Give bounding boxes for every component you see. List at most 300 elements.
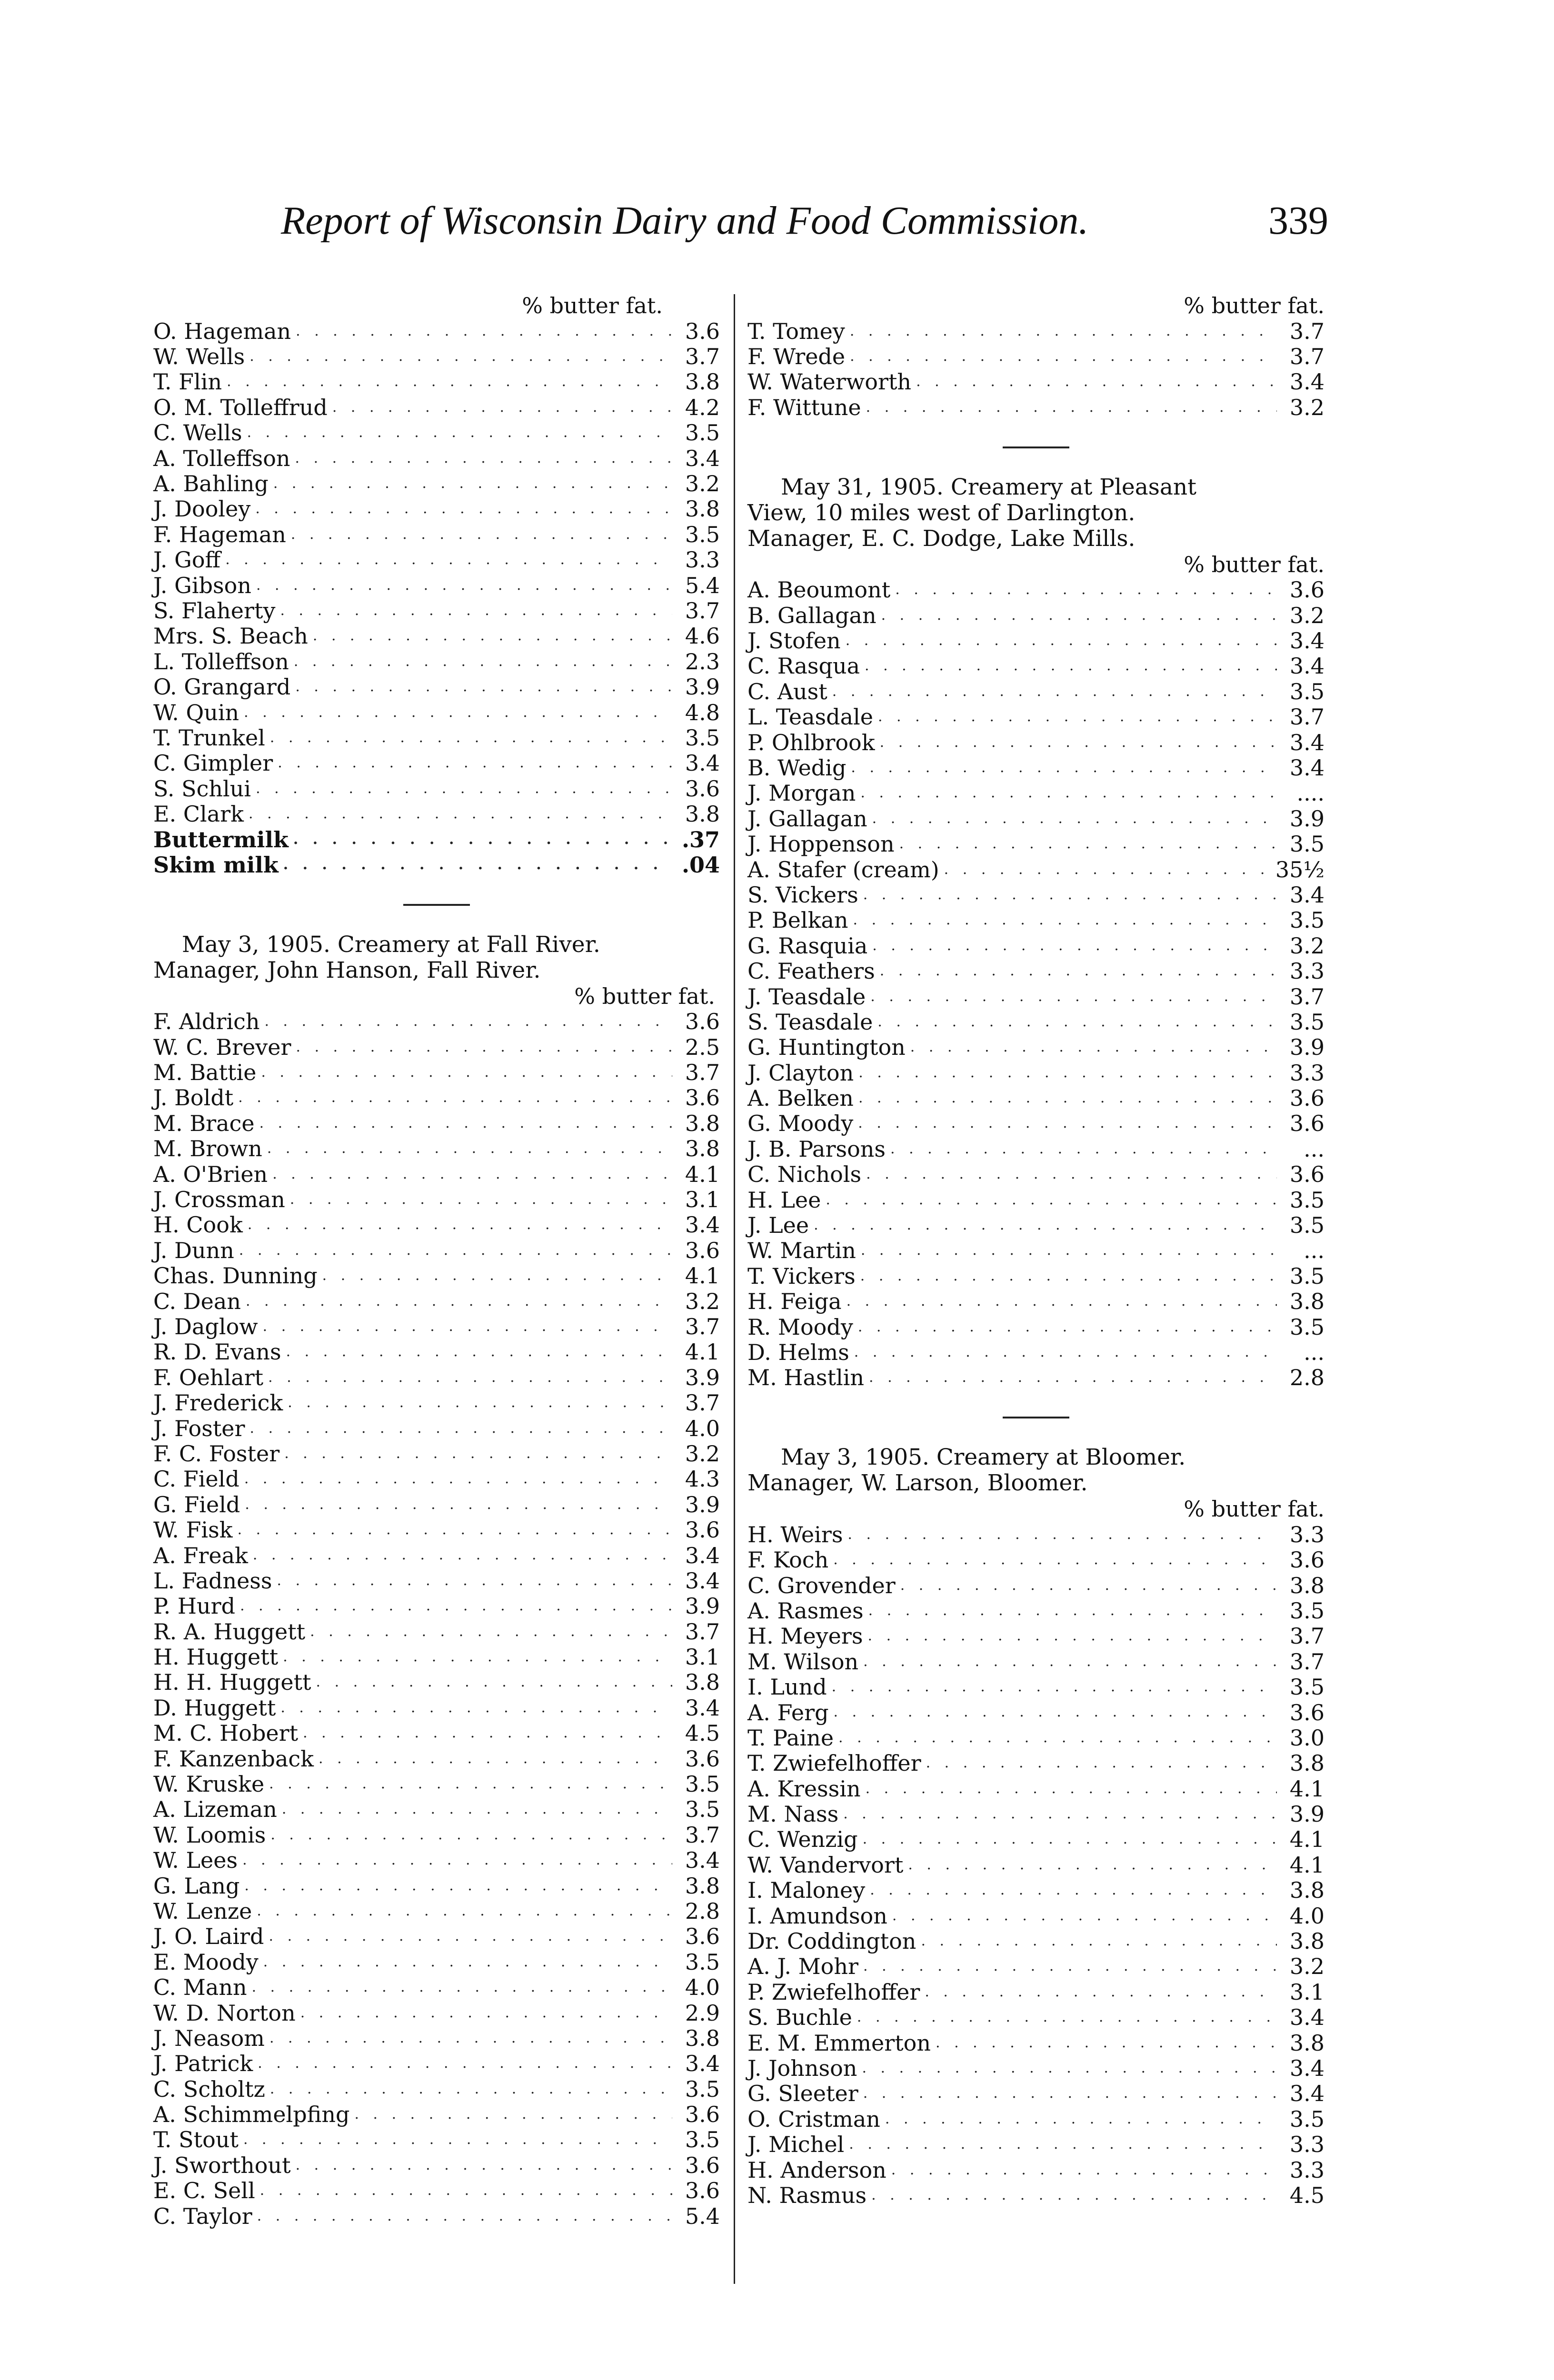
leader-dots [832, 684, 1277, 699]
leader-dots [860, 786, 1277, 800]
leader-dots [273, 476, 672, 491]
patron-name: G. Sleeter [747, 2081, 858, 2107]
butter-fat-value: 3.6 [1289, 1085, 1325, 1111]
table-row [153, 420, 720, 446]
table-row [747, 1954, 1325, 1979]
table-row [153, 1339, 720, 1365]
butter-fat-value: 4.2 [685, 394, 720, 420]
butter-fat-value: 3.9 [685, 1593, 720, 1619]
leader-dots [890, 1142, 1277, 1156]
table-row [747, 2055, 1325, 2081]
table-row [747, 577, 1325, 603]
butter-fat-value: 3.3 [1289, 1060, 1325, 1086]
patron-name: J. Teasdale [747, 983, 866, 1010]
butter-fat-value: 3.5 [1289, 1009, 1325, 1035]
butter-fat-value: 3.9 [685, 1491, 720, 1517]
butter-fat-value: 3.2 [1289, 394, 1325, 420]
table-row [153, 649, 720, 674]
patron-name: A. Ferg [747, 1699, 829, 1726]
patron-name: T. Paine [747, 1725, 834, 1751]
butter-fat-value: 3.5 [1289, 1263, 1325, 1289]
patron-name: H. Huggett [153, 1644, 279, 1670]
patron-name: O. M. Tolleffrud [153, 394, 328, 420]
patron-name: A. Freak [153, 1542, 248, 1568]
butter-fat-value: 3.6 [685, 775, 720, 802]
leader-dots [270, 1828, 672, 1842]
patron-name: L. Fadness [153, 1567, 272, 1594]
butter-fat-value: 3.4 [685, 445, 720, 471]
patron-name: J. Michel [747, 2132, 845, 2158]
table-row [153, 1517, 720, 1542]
leader-dots [249, 807, 672, 821]
section-intro [747, 1445, 1325, 1496]
patron-name: E. M. Emmerton [747, 2030, 931, 2056]
leader-dots [332, 400, 672, 415]
leader-dots [847, 1294, 1277, 1309]
table-row [153, 751, 720, 776]
patron-name: W. Lees [153, 1847, 238, 1874]
table-row [153, 2025, 720, 2051]
table-row [747, 1852, 1325, 1877]
patron-name: W. D. Norton [153, 2000, 296, 2026]
leader-dots [250, 1421, 672, 1436]
patron-name: G. Huntington [747, 1034, 906, 1061]
leader-dots [238, 1523, 672, 1537]
butter-fat-value: 3.6 [685, 1924, 720, 1950]
patron-name: N. Rasmus [747, 2182, 867, 2208]
patron-name: J. Frederick [153, 1390, 283, 1416]
patron-name: F. Oehlart [153, 1364, 264, 1390]
table-row [153, 1467, 720, 1492]
patron-name: D. Helms [747, 1339, 849, 1365]
leader-dots [870, 990, 1277, 1004]
table-body [153, 1009, 720, 2229]
leader-dots [238, 1091, 672, 1105]
table-row [153, 1594, 720, 1619]
leader-dots [910, 1040, 1277, 1054]
table-row [747, 1827, 1325, 1852]
leader-dots [916, 375, 1277, 389]
butter-fat-value: 2.9 [685, 2000, 720, 2026]
patron-name: J. Hoppenson [747, 831, 895, 857]
leader-dots [264, 1014, 672, 1029]
patron-name: C. Field [153, 1466, 239, 1492]
leader-dots [247, 426, 672, 440]
butter-fat-value: 3.5 [685, 1796, 720, 1823]
patron-name: J. Johnson [747, 2055, 857, 2081]
butter-fat-value: 4.1 [685, 1339, 720, 1365]
leader-dots [871, 2188, 1277, 2202]
butter-fat-value: 3.6 [685, 1009, 720, 1035]
patron-name: J. Morgan [747, 780, 856, 806]
leader-dots [885, 2112, 1277, 2126]
patron-name: J. Patrick [153, 2051, 253, 2077]
table-row [153, 369, 720, 395]
leader-dots [242, 1853, 672, 1867]
table-row [153, 1416, 720, 1441]
butter-fat-value: 3.4 [685, 1212, 720, 1238]
butter-fat-value: 3.2 [1289, 1954, 1325, 1980]
patron-name: W. Vandervort [747, 1852, 904, 1878]
butter-fat-value: 3.9 [1289, 1801, 1325, 1827]
page-number: 339 [1268, 198, 1328, 243]
leader-dots [858, 1320, 1277, 1334]
table-row [153, 1111, 720, 1136]
leader-dots [926, 1756, 1277, 1770]
patron-name: W. C. Brever [153, 1034, 291, 1060]
leader-dots [322, 1269, 672, 1283]
patron-name: C. Taylor [153, 2203, 252, 2229]
leader-dots [258, 2056, 672, 2071]
butter-fat-value: 3.1 [685, 1187, 720, 1213]
butter-fat-value: 3.0 [1289, 1725, 1325, 1751]
butter-fat-value: 3.4 [685, 1695, 720, 1721]
leader-dots [277, 1574, 672, 1588]
table-row [153, 1187, 720, 1212]
butter-fat-value: 3.5 [1289, 1674, 1325, 1700]
patron-name: S. Vickers [747, 882, 858, 908]
table-row [153, 522, 720, 547]
patron-name: B. Wedig [747, 755, 847, 781]
table-row [153, 1136, 720, 1161]
butter-fat-value: 3.5 [685, 2127, 720, 2153]
table-row [153, 2127, 720, 2152]
leader-dots [826, 1193, 1277, 1207]
butter-fat-value: 3.8 [1289, 1750, 1325, 1776]
patron-name: Chas. Dunning [153, 1263, 318, 1289]
patron-name: A. Lizeman [153, 1796, 277, 1823]
leader-dots [872, 812, 1277, 826]
leader-dots [838, 1731, 1277, 1745]
table-row [747, 2106, 1325, 2132]
running-title: Report of Wisconsin Dairy and Food Commission. [281, 198, 1089, 243]
table-row [153, 2076, 720, 2102]
leader-dots [288, 1396, 672, 1410]
patron-name: E. Moody [153, 1949, 259, 1975]
patron-name: M. Nass [747, 1801, 839, 1827]
leader-dots [300, 2006, 672, 2020]
table-row [747, 1263, 1325, 1289]
patron-name: J. Sworthout [153, 2152, 291, 2178]
butter-fat-value: 3.8 [685, 496, 720, 522]
leader-dots [866, 400, 1277, 415]
patron-name: A. J. Mohr [747, 1954, 858, 1980]
butter-fat-value: 4.0 [685, 1415, 720, 1441]
butter-fat-value: 2.3 [685, 648, 720, 674]
butter-fat-value: 4.1 [1289, 1775, 1325, 1802]
patron-name: T. Flin [153, 369, 222, 395]
leader-dots [865, 659, 1277, 673]
table-row [747, 1522, 1325, 1547]
table-row [153, 471, 720, 496]
butter-fat-value: 3.6 [685, 1085, 720, 1111]
leader-dots [895, 583, 1277, 597]
leader-dots [881, 608, 1277, 623]
patron-name: H. Meyers [747, 1623, 863, 1649]
table-row [747, 1801, 1325, 1826]
butter-fat-value: 4.6 [685, 623, 720, 649]
patron-name: A. Belken [747, 1085, 854, 1111]
leader-dots [853, 913, 1277, 927]
table-row [153, 573, 720, 598]
section-intro [747, 475, 1325, 552]
column-divider [734, 294, 735, 2284]
left-column [153, 293, 720, 2229]
patron-name: H. Anderson [747, 2157, 887, 2183]
patron-name: L. Tolleffson [153, 648, 289, 674]
patron-name: C. Wells [153, 420, 242, 446]
patron-name: I. Maloney [747, 1877, 866, 1904]
patron-name: W. Waterworth [747, 369, 912, 395]
table-row [153, 1238, 720, 1263]
leader-dots [832, 1680, 1277, 1694]
patron-name: F. Aldrich [153, 1009, 260, 1035]
leader-dots [863, 888, 1277, 902]
table-row [153, 852, 720, 877]
patron-name: G. Lang [153, 1873, 240, 1899]
table-row [153, 1974, 720, 2000]
patron-name: C. Nichols [747, 1161, 862, 1188]
leader-dots [891, 2163, 1277, 2177]
patron-name: P. Hurd [153, 1593, 236, 1619]
patron-name: H. Feiga [747, 1289, 842, 1315]
patron-name: T. Zwiefelhoffer [747, 1750, 921, 1776]
leader-dots [862, 2061, 1277, 2075]
leader-dots [286, 1345, 672, 1359]
table-row [153, 1034, 720, 1060]
leader-dots [244, 1472, 672, 1486]
patron-name: M. Brown [153, 1136, 262, 1162]
table-row [747, 1212, 1325, 1238]
leader-dots [861, 1243, 1277, 1258]
leader-dots [282, 1802, 672, 1816]
leader-dots [814, 1218, 1277, 1232]
patron-name: J. Crossman [153, 1187, 285, 1213]
patron-name: J. Gallagan [747, 805, 867, 832]
patron-name: J. Gibson [153, 572, 251, 598]
butter-fat-value: 3.6 [685, 1517, 720, 1543]
butter-fat-value: 3.8 [685, 1110, 720, 1136]
butter-fat-value: 3.7 [1289, 318, 1325, 344]
leader-dots [293, 833, 672, 847]
butter-fat-value: 2.5 [685, 1034, 720, 1060]
patron-name: M. Brace [153, 1110, 255, 1136]
butter-fat-value: 4.5 [685, 1720, 720, 1746]
patron-name: T. Trunkel [153, 724, 265, 751]
table-row [153, 2152, 720, 2178]
leader-dots [863, 1959, 1277, 1973]
table-row [153, 1924, 720, 1949]
butter-fat-value: 3.5 [1289, 1212, 1325, 1239]
butter-fat-value: 3.7 [1289, 1623, 1325, 1649]
leader-dots [878, 710, 1277, 724]
leader-dots [244, 705, 672, 720]
table-row [153, 1365, 720, 1390]
table-row [747, 679, 1325, 704]
leader-dots [249, 349, 672, 364]
table-row [747, 958, 1325, 983]
leader-dots [870, 1883, 1277, 1897]
patron-name: P. Zwiefelhoffer [747, 1979, 920, 2005]
leader-dots [260, 2183, 672, 2198]
butter-fat-value: 3.4 [685, 1567, 720, 1594]
butter-fat-value: 4.8 [685, 699, 720, 725]
patron-name: Buttermilk [153, 826, 289, 853]
table-row [747, 1979, 1325, 2004]
butter-fat-value: 3.5 [1289, 907, 1325, 933]
table-row [153, 1085, 720, 1111]
patron-name: D. Huggett [153, 1695, 276, 1721]
butter-fat-value: 3.6 [1289, 1111, 1325, 1137]
table-row [153, 1441, 720, 1466]
table-row [747, 730, 1325, 755]
patron-name: P. Belkan [747, 907, 848, 933]
table-row [153, 1873, 720, 1898]
leader-dots [313, 629, 672, 643]
butter-fat-value: 4.1 [1289, 1826, 1325, 1853]
table-row [747, 1238, 1325, 1263]
patron-name: H. Weirs [747, 1521, 843, 1547]
leader-dots [869, 1370, 1277, 1385]
table-row [747, 1624, 1325, 1649]
patron-name: O. Grangard [153, 674, 291, 700]
table-row [747, 1776, 1325, 1801]
table-row [747, 1649, 1325, 1674]
butter-fat-value: 3.6 [1289, 1547, 1325, 1573]
page-header [281, 198, 1328, 255]
butter-fat-value: 4.3 [685, 1466, 720, 1492]
patron-name: A. Schimmelpfing [153, 2102, 350, 2128]
intro-line: May 3, 1905. Creamery at Bloomer. [781, 1444, 1186, 1471]
leader-dots [858, 1116, 1277, 1130]
leader-dots [925, 1985, 1277, 1999]
butter-fat-value: ... [1304, 1238, 1325, 1264]
table-row [153, 1898, 720, 1924]
section-intro [153, 932, 720, 983]
leader-dots [863, 1832, 1277, 1846]
intro-line: Manager, E. C. Dodge, Lake Mills. [747, 525, 1136, 552]
butter-fat-value: 4.1 [685, 1161, 720, 1187]
butter-fat-value: 3.2 [685, 1288, 720, 1314]
patron-name: F. C. Foster [153, 1440, 280, 1467]
table-row [153, 1949, 720, 1974]
patron-name: J. B. Parsons [747, 1136, 886, 1162]
unit-label: % butter fat. [574, 983, 715, 1009]
patron-name: W. Wells [153, 344, 245, 370]
table-row [747, 1035, 1325, 1060]
butter-fat-value: 4.0 [685, 1974, 720, 2001]
leader-dots [280, 604, 672, 618]
leader-dots [908, 1858, 1277, 1872]
patron-name: Dr. Coddington [747, 1928, 916, 1954]
butter-fat-value: .... [1296, 780, 1325, 806]
leader-dots [268, 1370, 672, 1385]
table-body [747, 1522, 1325, 2208]
patron-name: J. Stofen [747, 628, 841, 654]
leader-dots [858, 1066, 1277, 1080]
leader-dots [944, 863, 1271, 877]
table-row [747, 984, 1325, 1009]
unit-label: % butter fat. [1184, 293, 1325, 318]
table-row [153, 1314, 720, 1339]
butter-fat-value: 3.6 [685, 2152, 720, 2178]
leader-dots [270, 731, 672, 745]
butter-fat-value: 3.4 [1289, 369, 1325, 395]
butter-fat-value: 3.7 [1289, 983, 1325, 1010]
leader-dots [868, 1629, 1277, 1643]
leader-dots [310, 1625, 672, 1639]
butter-fat-value: 3.5 [685, 724, 720, 751]
butter-fat-value: 3.1 [1289, 1979, 1325, 2005]
table-row [153, 1797, 720, 1822]
table-row [747, 704, 1325, 730]
table-row [153, 496, 720, 522]
butter-fat-value: 3.6 [685, 318, 720, 344]
table-row [153, 1644, 720, 1669]
butter-fat-value: 3.4 [1289, 628, 1325, 654]
patron-name: S. Teasdale [747, 1009, 873, 1035]
leader-dots [257, 1904, 672, 1918]
butter-fat-value: 3.6 [685, 2102, 720, 2128]
table-row [153, 2102, 720, 2127]
table-row [747, 628, 1325, 653]
butter-fat-value: 2.8 [685, 1898, 720, 1924]
leader-dots [267, 1141, 672, 1156]
butter-fat-value: 3.7 [685, 1060, 720, 1086]
butter-fat-value: 4.1 [1289, 1852, 1325, 1878]
table-row [747, 1547, 1325, 1572]
patron-name: A. Stafer (cream) [747, 856, 939, 883]
table-row [747, 1365, 1325, 1390]
table-row [153, 1746, 720, 1771]
leader-dots [863, 2086, 1277, 2101]
leader-dots [283, 858, 672, 872]
table-body [747, 577, 1325, 1391]
butter-fat-value: 3.9 [1289, 1034, 1325, 1061]
butter-fat-value: 5.4 [685, 2203, 720, 2229]
leader-dots [245, 1497, 672, 1512]
patron-name: J. Neasom [153, 2025, 265, 2051]
leader-dots [880, 964, 1277, 978]
patron-name: S. Flaherty [153, 598, 276, 624]
leader-dots [866, 1782, 1277, 1796]
leader-dots [866, 1167, 1277, 1181]
patron-name: G. Field [153, 1491, 240, 1517]
table-row [747, 1928, 1325, 1954]
table-row [153, 1289, 720, 1314]
leader-dots [257, 2209, 672, 2223]
patron-name: A. Kressin [747, 1775, 861, 1802]
patron-name: J. Goff [153, 547, 221, 573]
table-row [153, 2203, 720, 2229]
table-row [747, 395, 1325, 420]
butter-fat-value: 3.5 [685, 420, 720, 446]
leader-dots [263, 1319, 672, 1334]
table-row [747, 2081, 1325, 2106]
butter-fat-value: 3.5 [685, 2076, 720, 2102]
table-row [153, 1263, 720, 1289]
table-row [747, 318, 1325, 344]
butter-fat-value: 3.2 [685, 1440, 720, 1467]
intro-line: Manager, W. Larson, Bloomer. [747, 1470, 1088, 1497]
butter-fat-value: .04 [681, 852, 720, 878]
table-row [153, 1619, 720, 1644]
table-row [153, 446, 720, 471]
patron-name: S. Schlui [153, 775, 251, 802]
butter-fat-value: 3.4 [685, 750, 720, 776]
butter-fat-value: 3.4 [1289, 2004, 1325, 2031]
patron-name: C. Feathers [747, 958, 875, 984]
